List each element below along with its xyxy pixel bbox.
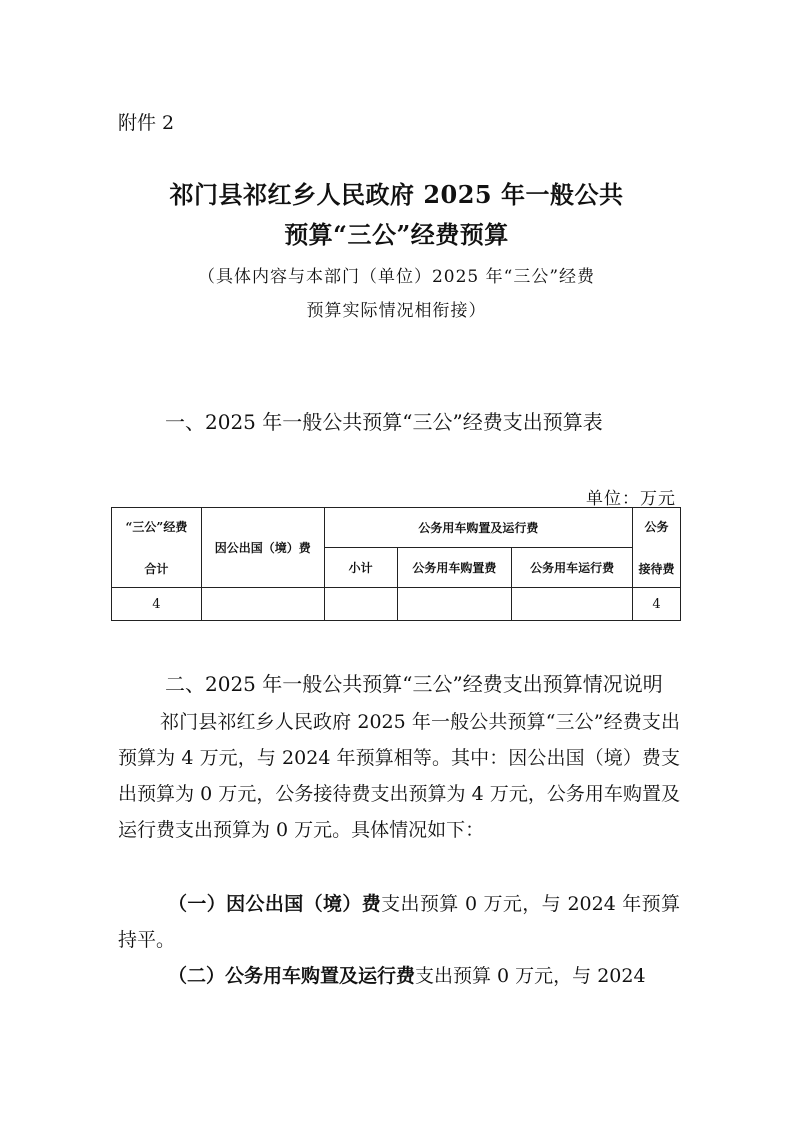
header-reception — [633, 508, 681, 588]
header-abroad: 因公出国（境）费 — [201, 508, 324, 588]
header-reception-line2: 接待费 — [638, 561, 675, 576]
explanation-paragraph: 祁门县祁红乡人民政府 2025 年一般公共预算“三公”经费支出预算为 4 万元，与 2024 年预算相等。其中：因公出国（境）费支出预算为 0 万元，公务接待费支出预算为 4 万元，公务用车购置及运行费支出预算为 0 万元。具体情况如下： — [118, 711, 680, 841]
header-vehicle-group: 公务用车购置及运行费 — [324, 508, 632, 548]
item2-text: 支出预算 0 万元，与 2024 — [415, 965, 646, 987]
header-total-line2: 合计 — [144, 561, 169, 576]
header-purchase: 公务用车购置费 — [397, 548, 512, 588]
header-total-line1: “三公”经费 — [125, 519, 188, 534]
cell-total: 4 — [112, 588, 202, 621]
item2-label: （二）公务用车购置及运行费 — [168, 965, 416, 987]
cell-subtotal — [324, 588, 397, 621]
section1-heading: 一、2025 年一般公共预算“三公”经费支出预算表 — [165, 410, 603, 434]
unit-label: 单位：万元 — [586, 489, 676, 509]
item2-paragraph — [118, 958, 680, 994]
cell-purchase — [397, 588, 512, 621]
cell-reception: 4 — [633, 588, 681, 621]
section2-heading: 二、2025 年一般公共预算“三公”经费支出预算情况说明 — [165, 672, 663, 696]
budget-table — [111, 507, 681, 621]
document-title-line2: 预算“三公”经费预算 — [284, 220, 509, 249]
item1-label: （一）因公出国（境）费 — [168, 893, 382, 915]
cell-abroad — [201, 588, 324, 621]
header-subtotal: 小计 — [324, 548, 397, 588]
attachment-label: 附件 2 — [118, 112, 175, 134]
cell-operation — [512, 588, 633, 621]
subtitle-line1: （具体内容与本部门（单位）2025 年“三公”经费 — [197, 267, 596, 287]
table-header-row — [112, 508, 681, 548]
item1-paragraph — [118, 886, 680, 958]
document-title-line1: 祁门县祁红乡人民政府 2025 年一般公共 — [169, 180, 624, 209]
header-total — [112, 508, 202, 588]
subtitle-line2: 预算实际情况相衔接） — [306, 301, 487, 321]
table-row — [112, 588, 681, 621]
header-reception-line1: 公务 — [644, 519, 669, 534]
header-operation: 公务用车运行费 — [512, 548, 633, 588]
item1-text: 支出预算 0 万元，与 2024 年预算持平。 — [118, 893, 680, 951]
